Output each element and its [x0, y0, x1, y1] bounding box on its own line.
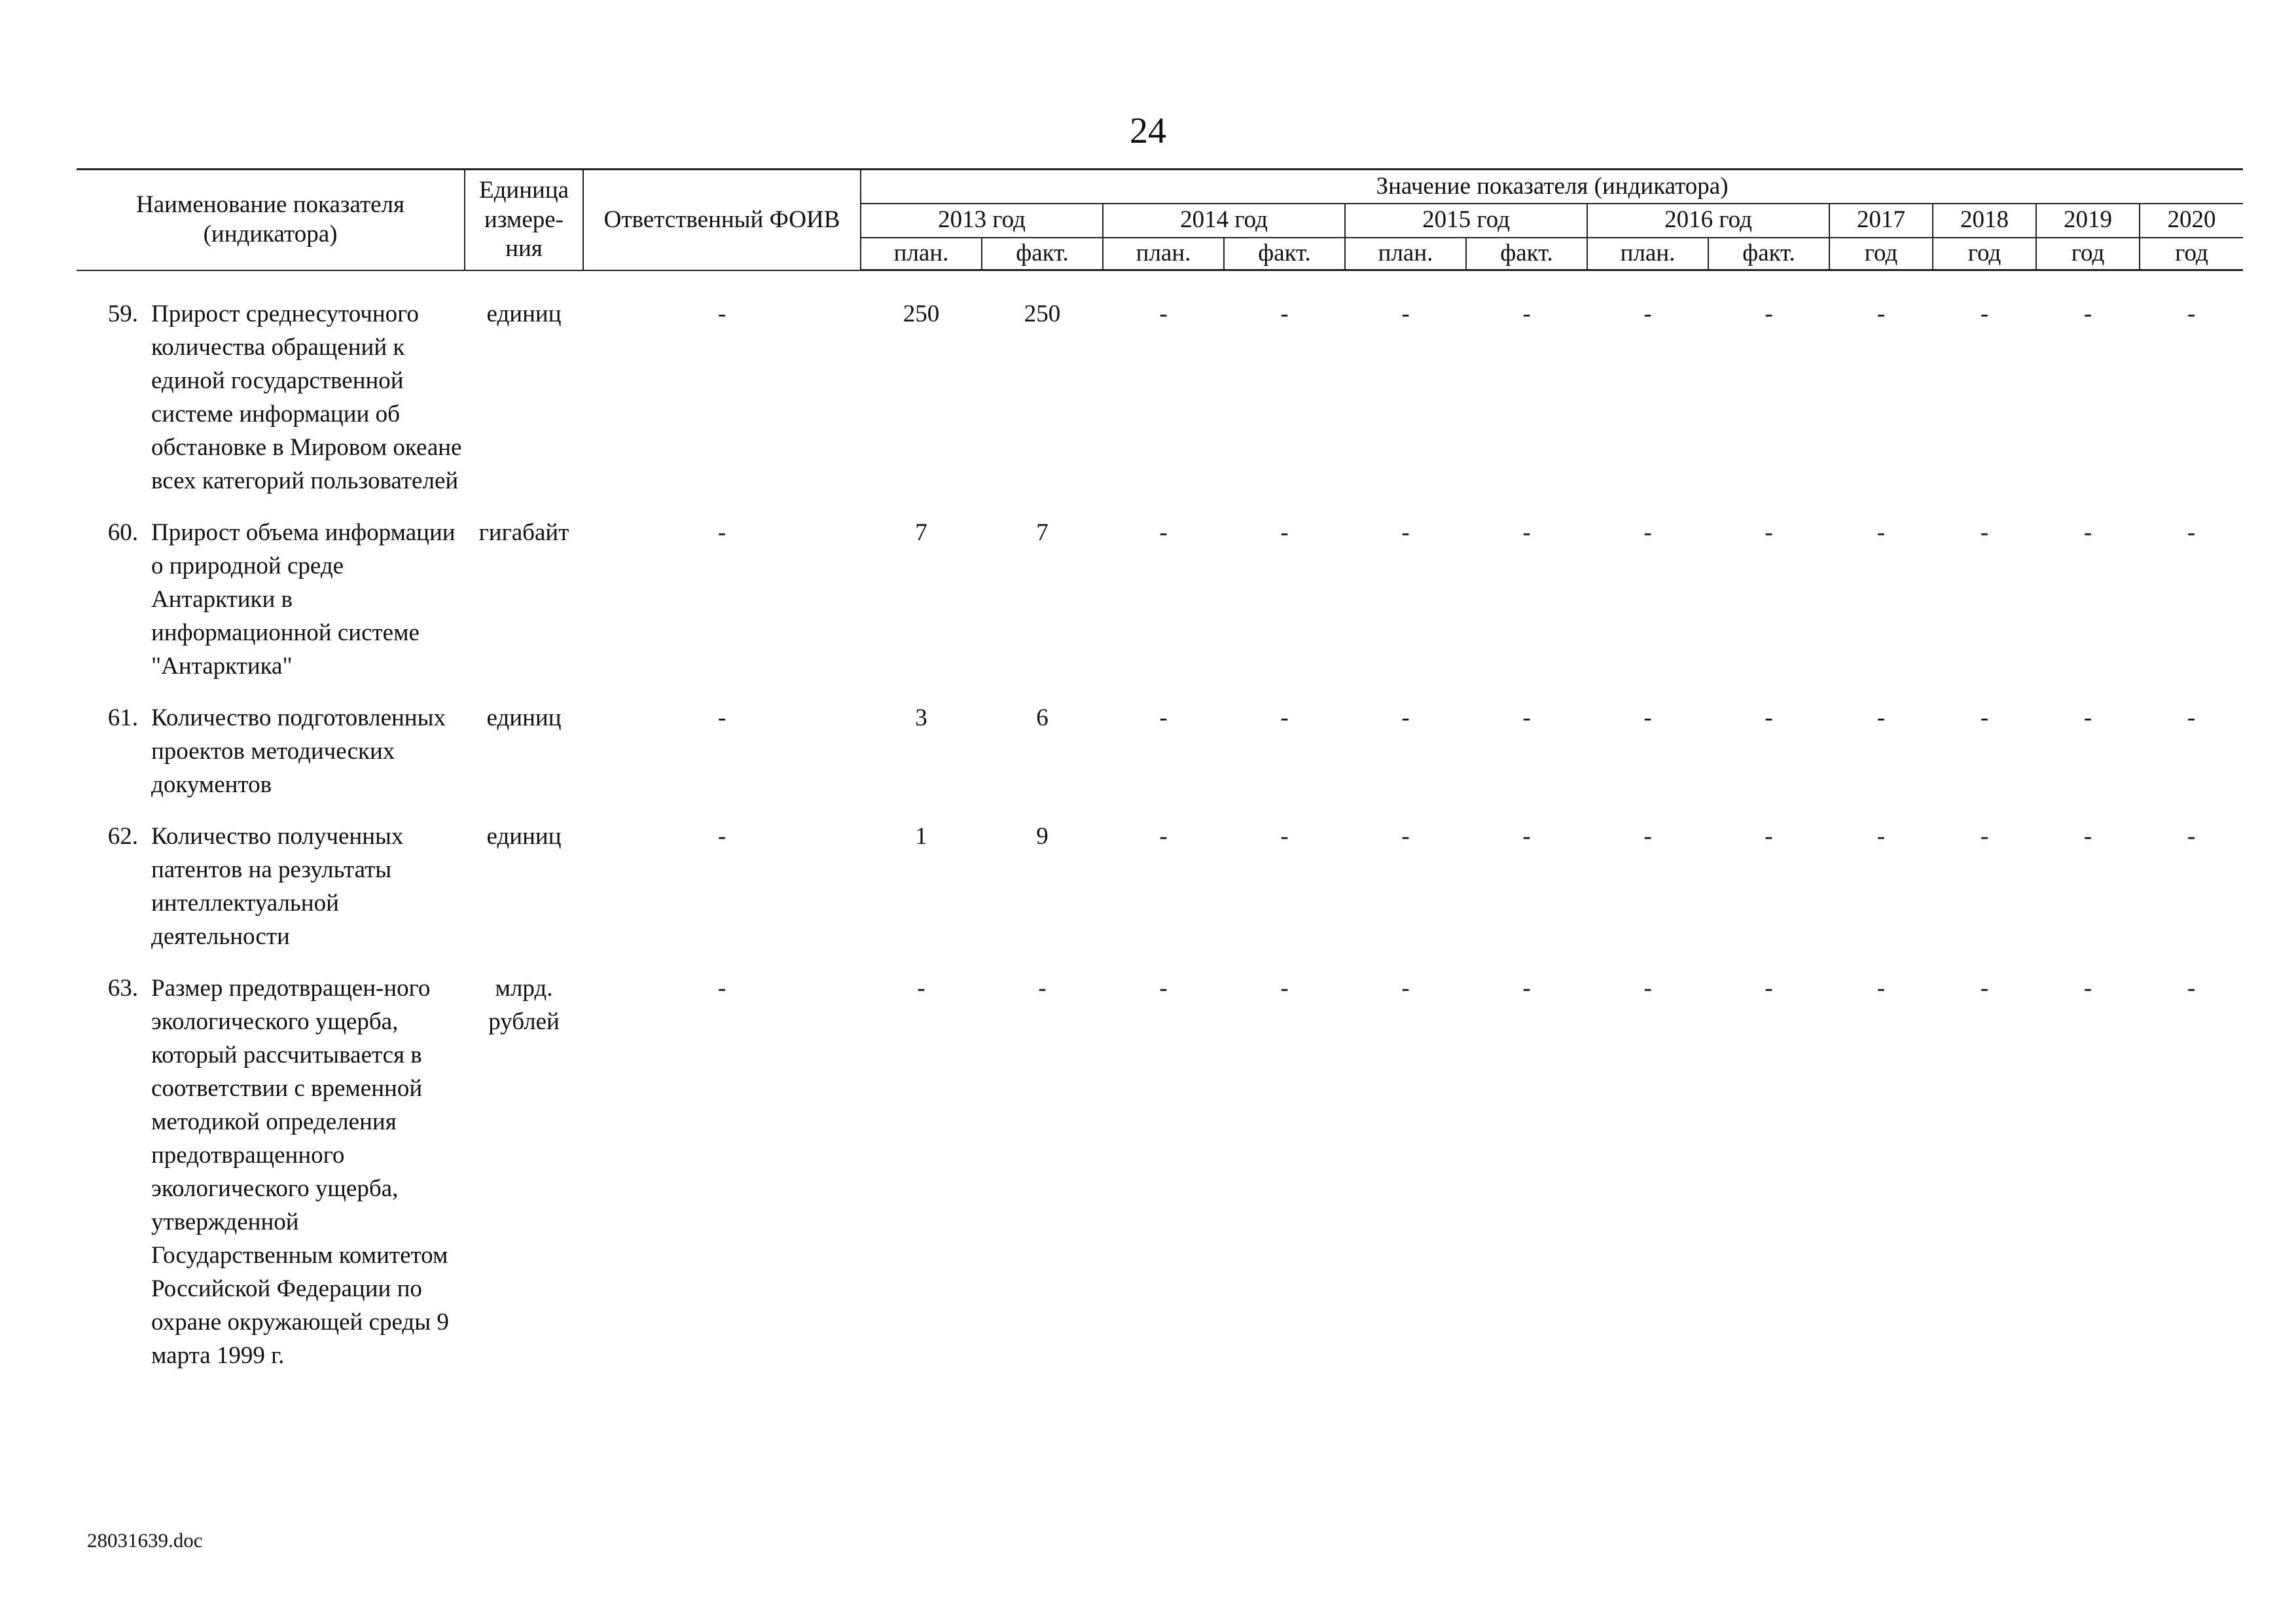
- indicator-value: -: [1401, 301, 1410, 327]
- indicator-value: -: [1765, 704, 1773, 731]
- row-number: 59.: [107, 301, 138, 327]
- indicator-value: 7: [915, 519, 927, 546]
- row-number: 60.: [107, 519, 138, 546]
- indicator-value: -: [1159, 823, 1168, 850]
- table-row: [77, 972, 2243, 1391]
- header-fact: факт.: [982, 238, 1103, 270]
- indicator-value: -: [2083, 823, 2092, 850]
- unit-of-measure: млрд. рублей: [488, 975, 560, 1035]
- responsible-foiv: -: [717, 301, 726, 327]
- header-year-2020: 2020: [2140, 204, 2243, 238]
- unit-of-measure: единиц: [486, 301, 562, 327]
- indicator-value: -: [1038, 975, 1047, 1002]
- indicator-value: -: [1643, 823, 1652, 850]
- responsible-foiv: -: [717, 519, 726, 546]
- table-row: [77, 516, 2243, 701]
- row-number: 62.: [107, 823, 138, 850]
- indicator-value: -: [1876, 704, 1886, 731]
- indicator-value: -: [1876, 823, 1886, 850]
- header-values: Значение показателя (индикатора): [861, 170, 2243, 204]
- indicator-value: -: [1765, 519, 1773, 546]
- header-god: год: [1933, 238, 2036, 270]
- indicator-value: 6: [1036, 704, 1049, 731]
- table-row: [77, 297, 2243, 516]
- indicator-value: -: [1765, 823, 1773, 850]
- indicator-value: -: [1876, 301, 1886, 327]
- header-god: год: [1829, 238, 1933, 270]
- indicator-value: -: [1980, 823, 1989, 850]
- header-plan: план.: [1103, 238, 1224, 270]
- table-body: [77, 270, 2243, 1391]
- responsible-foiv: -: [717, 704, 726, 731]
- indicator-value: -: [1643, 704, 1652, 731]
- header-god: год: [2036, 238, 2140, 270]
- indicator-value: 9: [1036, 823, 1049, 850]
- indicator-value: -: [2083, 519, 2092, 546]
- indicator-value: -: [1401, 823, 1410, 850]
- indicator-value: -: [1522, 301, 1531, 327]
- indicator-value: 1: [915, 823, 927, 850]
- header-name: Наименование показателя (индикатора): [77, 170, 465, 270]
- indicator-value: -: [1643, 301, 1652, 327]
- indicator-value: -: [2187, 519, 2196, 546]
- indicator-value: -: [1159, 301, 1168, 327]
- header-fact: факт.: [1466, 238, 1587, 270]
- table-header: [77, 170, 2243, 270]
- indicator-value: 250: [903, 301, 940, 327]
- header-fact: факт.: [1224, 238, 1345, 270]
- header-plan: план.: [1587, 238, 1708, 270]
- indicators-table: [77, 168, 2243, 1391]
- indicator-value: -: [1643, 975, 1652, 1002]
- indicator-value: -: [2187, 301, 2196, 327]
- indicator-value: -: [2187, 975, 2196, 1002]
- indicator-value: -: [1280, 519, 1289, 546]
- header-god: год: [2140, 238, 2243, 270]
- indicator-value: -: [1401, 975, 1410, 1002]
- indicator-value: -: [1401, 704, 1410, 731]
- indicator-value: -: [1280, 823, 1289, 850]
- indicator-name: Прирост среднесуточного количества обращений к единой государственной системе информации об обстановке в Мировом океане всех категорий пользователей: [151, 301, 462, 494]
- table-row: [77, 701, 2243, 820]
- header-fact: факт.: [1708, 238, 1829, 270]
- row-number: 63.: [107, 975, 138, 1002]
- indicator-value: 3: [915, 704, 927, 731]
- header-plan: план.: [861, 238, 982, 270]
- indicator-value: -: [2187, 704, 2196, 731]
- header-plan: план.: [1345, 238, 1466, 270]
- table-row: [77, 820, 2243, 972]
- indicator-name: Количество полученных патентов на результаты интеллектуальной деятельности: [151, 823, 404, 950]
- unit-of-measure: единиц: [486, 704, 562, 731]
- indicator-value: -: [1980, 301, 1989, 327]
- document-code: 28031639.doc: [87, 1529, 203, 1552]
- header-year-2017: 2017: [1829, 204, 1933, 238]
- row-number: 61.: [107, 704, 138, 731]
- indicator-value: -: [917, 975, 925, 1002]
- responsible-foiv: -: [717, 975, 726, 1002]
- indicator-value: -: [1522, 823, 1531, 850]
- indicator-value: -: [2083, 704, 2092, 731]
- header-year-2016: 2016 год: [1587, 204, 1829, 238]
- indicator-value: -: [1765, 975, 1773, 1002]
- header-year-2019: 2019: [2036, 204, 2140, 238]
- header-foiv: Ответственный ФОИВ: [583, 170, 861, 270]
- indicator-value: 250: [1024, 301, 1061, 327]
- indicator-name: Количество подготовленных проектов методических документов: [151, 704, 446, 798]
- indicator-value: -: [1980, 519, 1989, 546]
- indicator-value: -: [2083, 975, 2092, 1002]
- unit-of-measure: гигабайт: [478, 519, 569, 546]
- indicator-value: -: [1980, 704, 1989, 731]
- indicator-name: Размер предотвращен-ного экологического ущерба, который рассчитывается в соответствии с временной методикой определения предотвращенного экологического ущерба, утвержденной Государственным комитетом Российской Федерации по охране окружающей среды 9 марта 1999 г.: [151, 975, 449, 1369]
- indicator-value: -: [1159, 519, 1168, 546]
- indicator-value: -: [1522, 519, 1531, 546]
- indicator-value: -: [1980, 975, 1989, 1002]
- indicator-value: -: [2083, 301, 2092, 327]
- indicator-value: -: [1876, 975, 1886, 1002]
- indicator-value: -: [1401, 519, 1410, 546]
- responsible-foiv: -: [717, 823, 726, 850]
- indicator-value: 7: [1036, 519, 1049, 546]
- indicator-value: -: [1280, 301, 1289, 327]
- header-unit: Единица измере-ния: [465, 170, 583, 270]
- header-year-2013: 2013 год: [861, 204, 1103, 238]
- indicator-name: Прирост объема информации о природной среде Антарктики в информационной системе "Антарктика": [151, 519, 456, 680]
- indicator-value: -: [1876, 519, 1886, 546]
- unit-of-measure: единиц: [486, 823, 562, 850]
- indicator-value: -: [2187, 823, 2196, 850]
- indicator-value: -: [1159, 975, 1168, 1002]
- indicator-value: -: [1522, 975, 1531, 1002]
- indicator-value: -: [1522, 704, 1531, 731]
- indicator-value: -: [1280, 975, 1289, 1002]
- header-year-2015: 2015 год: [1345, 204, 1587, 238]
- indicator-value: -: [1159, 704, 1168, 731]
- page-number: 24: [1130, 111, 1166, 151]
- header-year-2018: 2018: [1933, 204, 2036, 238]
- header-year-2014: 2014 год: [1103, 204, 1345, 238]
- indicator-value: -: [1643, 519, 1652, 546]
- indicator-value: -: [1280, 704, 1289, 731]
- indicator-value: -: [1765, 301, 1773, 327]
